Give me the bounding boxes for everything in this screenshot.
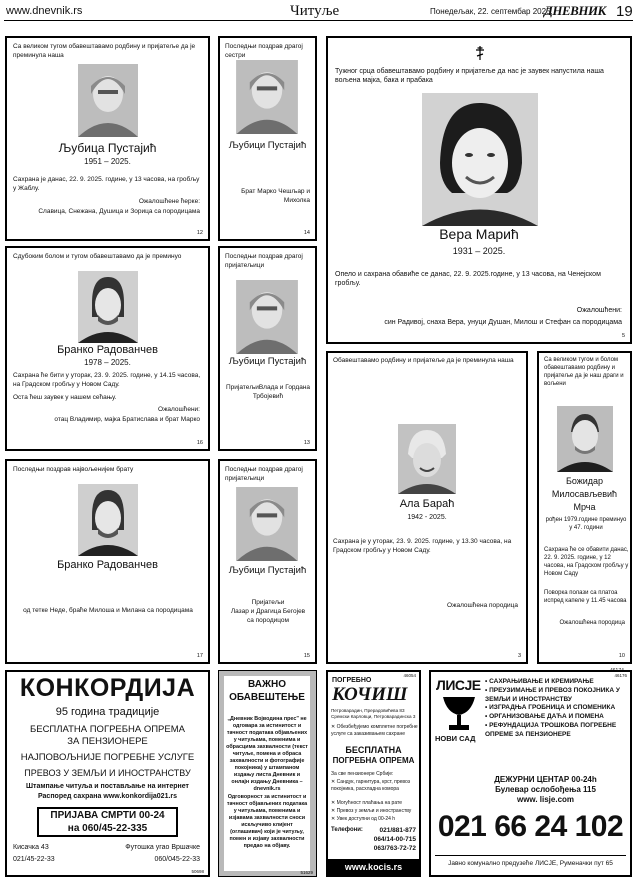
notice-intro: Обавештавамо родбину и пријатеље да је преминула наша: [333, 357, 514, 364]
ad-pensioners: За све пензионере Србије:: [331, 771, 394, 777]
signoff: од тетке Неде, браће Милоша и Милана са породицама: [23, 607, 193, 614]
deceased-photo: [78, 64, 138, 137]
notice-body: „Дневник Војводина прес" не одговара за истинитост и тачност података објављених у читуљама, поменима и обрасцима захвалности (текст читуље, помена и обраса захвалности и фотографије покојника) у штампаном издању листа Дневник и онлајн издању Дневника – dnevnik.rs: [226, 716, 308, 793]
ad-phone: 021 66 24 102: [437, 810, 624, 843]
ad-divider: [435, 855, 626, 856]
notice-intro: Последњи поздрав драгој сестри: [225, 43, 303, 59]
ad-website[interactable]: www.kocis.rs: [328, 859, 419, 875]
ad-code: 46054: [403, 673, 416, 678]
deceased-photo: [236, 280, 298, 354]
deceased-photo: [422, 93, 538, 226]
signoff: ПријатељиВлада и Гордана Трбојевић: [225, 384, 311, 400]
ad-line: Распоред сахрана www.konkordija021.rs: [37, 793, 178, 800]
ad-title: КОНКОРДИЈА: [19, 674, 196, 702]
ad-logo: ЛИСЈЕ: [436, 677, 481, 693]
signoff: син Радивој, снаха Вера, унуци Душан, Милош и Стефан са породицама: [384, 319, 622, 326]
chalice-icon: [441, 695, 477, 733]
notice-title: ВАЖНО: [248, 679, 286, 690]
deceased-name: Ала Бараћ: [399, 498, 455, 510]
ad-logo: КОЧИШ: [332, 684, 408, 705]
ad-phone: 060/045-22-33: [154, 856, 200, 863]
header-date: Понедељак, 22. септембар 2025.: [430, 7, 553, 16]
ad-code: 50698: [191, 869, 204, 874]
signoff: Брат Марко Чешљар и Михолка: [241, 188, 310, 204]
newspaper-logo: ДНЕВНИК: [544, 3, 606, 18]
ad-kocis: [326, 670, 421, 877]
ad-line: НАЈПОВОЉНИЈЕ ПОГРЕБНЕ УСЛУГЕ: [20, 752, 195, 763]
ad-phone-label: Телефони:: [331, 827, 363, 833]
deceased-surname: Милосављевић: [551, 489, 618, 499]
notice-intro: Последњи поздрав највољенијем брату: [13, 466, 134, 473]
funeral-details: Сахрана је у уторак, 23. 9. 2025. године, у 13.30 часова, на Градском гробљу у Новом Саду.: [333, 538, 512, 554]
notice-title: ОБАВЕШТЕЊЕ: [229, 692, 305, 703]
notice-number: 15: [303, 653, 310, 659]
ad-bullet: ✕ Сандук, гарнитура, крст, превоз покојника, расхладна комора: [331, 779, 411, 792]
ad-top: ПОГРЕБНО: [332, 677, 372, 684]
ad-phone: 063/763-72-72: [373, 845, 416, 852]
life-dates: рођен 1979.године преминуо у 47. години: [545, 517, 627, 532]
death-report-box: [37, 807, 178, 837]
ad-years: 95 година традиције: [55, 706, 160, 718]
ad-hotline-phone: на 060/45-22-335: [67, 823, 148, 834]
memorial-line: Оста ћеш заувек у нашем сећању.: [13, 394, 117, 401]
deceased-name: Љубици Пустајић: [228, 565, 307, 576]
ad-free-title: БЕСПЛАТНА: [345, 745, 402, 755]
deceased-name: Бранко Радованчев: [57, 344, 158, 356]
deceased-name: Бранко Радованчев: [57, 559, 158, 571]
ad-address: Футошка угао Вршачке: [125, 844, 200, 851]
signoff: Ожалошћена породица: [447, 602, 518, 609]
ad-line: ПРЕВОЗ У ЗЕМЉИ И ИНОСТРАНСТВУ: [24, 768, 191, 778]
ad-line: Штампање читуља и постављање на интернет: [25, 783, 189, 790]
procession-details: Поворка полази са платоа испред капеле у 11.45 часова: [544, 590, 627, 605]
notice-number: 17: [196, 653, 203, 659]
ad-bullet: ✕ Могућност плаћања на рате: [331, 800, 403, 806]
notice-intro: Последњи поздрав драгој пријатељици: [225, 466, 303, 482]
deceased-nickname: Мрча: [573, 502, 596, 512]
funeral-details: Опело и сахрана обавиће се данас, 22. 9. 2025.године, у 13 часова, на Ченејском гробљу.: [335, 271, 601, 288]
obituary-notice-milosavljevic: [537, 351, 632, 664]
notice-number: 12: [196, 230, 203, 236]
obituary-notice-pustajic-begojev: [218, 459, 317, 664]
ad-bullet: ✕ Превоз у земљи и иностранству: [331, 808, 412, 814]
ad-address: Булевар ослобођења 115: [495, 785, 596, 794]
deceased-name: Вера Марић: [439, 226, 519, 242]
ad-address: Кисачка 43: [13, 844, 49, 851]
funeral-details: Сахрана ће се обавити данас, 22. 9. 2025. године, у 12 часова, на Градском гробљу у Новом Саду: [544, 547, 629, 578]
header-rule: [4, 20, 633, 21]
ad-footer: Јавно комунално предузеће ЛИСЈЕ, Руменачки пут 65: [448, 860, 613, 867]
ad-service: • ПРЕУЗИМАЊЕ И ПРЕВОЗ ПОКОЈНИКА У ЗЕМЉИ И ИНОСТРАНСТВУ: [485, 686, 620, 703]
deceased-name: Љубици Пустајић: [228, 356, 307, 367]
ad-address: Петроварадин, Прерадовићева 83 Сремски Карловци, Петроварадинска 3: [331, 708, 416, 719]
section-title: Читуље: [290, 3, 340, 19]
notice-intro: Са великом тугом обавештавамо родбину и пријатеље да је преминула наша: [13, 43, 196, 59]
signoff: Ожалошћена породица: [559, 620, 625, 626]
ad-service: • ОРГАНИЗОВАЊЕ ДАЋА И ПОМЕНА: [485, 713, 604, 721]
notice-number: 10: [618, 653, 625, 659]
deceased-photo: [557, 406, 613, 472]
signoff: Лазар и Драгица Бегојев са породицом: [230, 608, 306, 624]
ad-hotline-title: ПРИЈАВА СМРТИ 00-24: [50, 810, 165, 821]
ad-line: БЕСПЛАТНА ПОГРЕБНА ОПРЕМА: [30, 724, 185, 735]
ad-website[interactable]: www. lisje.com: [516, 795, 575, 804]
ad-bullet: ✕ Обезбеђујемо комплетне погребне услуге са заказивањем сахране: [331, 724, 418, 737]
deceased-photo: [236, 60, 298, 134]
notice-number: 13: [303, 440, 310, 446]
notice-number: 16: [196, 440, 203, 446]
ad-phone: 021/45-22-33: [13, 856, 55, 863]
ad-code: 51629: [300, 870, 313, 875]
obituary-notice-radovancev-parents: [5, 246, 210, 451]
signoff-label: Пријатељи: [251, 599, 285, 606]
ad-code: 46176: [614, 673, 627, 678]
life-dates: 1942 - 2025.: [407, 514, 447, 521]
life-dates: 1931 – 2025.: [452, 246, 506, 256]
signoff: Славица, Снежана, Душица и Зорица са породицама: [38, 208, 200, 215]
funeral-details: Сахрана ће бити у уторак, 23. 9. 2025. године, у 14.15 часова, на Градском гробљу у Новом Саду.: [13, 372, 201, 388]
obituary-notice-pustajic-daughters: [5, 36, 210, 241]
obituary-notice-pustajic-trbojevic: [218, 246, 317, 451]
notice-number: 14: [303, 230, 310, 236]
notice-number: 5: [621, 333, 625, 339]
page-number: 19: [616, 3, 633, 20]
signoff-label: Ожалошћене ћерке:: [138, 198, 200, 205]
orthodox-cross-icon: [475, 46, 485, 60]
notice-intro: Последњи поздрав драгој пријатељици: [225, 253, 303, 269]
ad-phone: 064/14-00-715: [373, 836, 416, 843]
deceased-name: Љубица Пустајић: [58, 141, 157, 155]
ad-services: [485, 678, 630, 739]
deceased-photo: [78, 484, 138, 556]
life-dates: 1951 – 2025.: [84, 157, 131, 166]
funeral-details: Сахрана је данас, 22. 9. 2025. године, у 13 часова, на гробљу у Жаблу.: [13, 176, 200, 192]
notice-intro: Са великом тугом и болом обавештавамо родбину и пријатеље да је наш драги и вољени: [544, 357, 624, 388]
life-dates: 1978 – 2025.: [84, 358, 131, 367]
header-url: www.dnevnik.rs: [6, 5, 83, 17]
notice-intro: Сдубоким болом и тугом обавештавамо да је преминуо: [13, 253, 182, 260]
signoff-label: Ожалошћени:: [158, 406, 200, 413]
obituary-notice-maric: [326, 36, 632, 344]
deceased-name: Љубици Пустајић: [228, 140, 307, 151]
notice-number: 3: [517, 653, 521, 659]
important-notice: [218, 670, 317, 877]
deceased-photo: [236, 487, 298, 561]
ad-city: НОВИ САД: [435, 734, 476, 743]
ad-konkordija: [5, 670, 210, 877]
obituary-notice-barac: [326, 351, 528, 664]
notice-body: Одговорност за истинитост и тачност објављених података у читуљама, поменима и изјавама захвалности сноси искључиво клијент (оглашивач) који је читуљу, помен и изјаву захвалности предао на објаву.: [226, 794, 308, 850]
obituary-notice-radovancev-aunt: [5, 459, 210, 664]
deceased-name: Божидар: [565, 476, 604, 486]
ad-service: • САХРАЊИВАЊЕ И КРЕМИРАЊЕ: [485, 678, 594, 685]
deceased-photo: [398, 424, 456, 494]
signoff: отац Владимир, мајка Братислава и брат Марко: [54, 416, 200, 423]
ad-phone: 021/881-877: [379, 827, 416, 834]
ad-line: ЗА ПЕНЗИОНЕРЕ: [67, 736, 148, 747]
ad-service: • ИЗГРАДЊА ГРОБНИЦА И СПОМЕНИКА: [485, 704, 616, 712]
notice-intro: Тужног срца обавештавамо родбину и пријатеље да нас је заувек напустила наша вољена мајка, бака и прабака: [335, 68, 604, 85]
ad-free-title: ПОГРЕБНА ОПРЕМА: [332, 756, 415, 765]
signoff-label: Ожалошћени:: [576, 307, 622, 314]
notice-panel: [224, 676, 310, 871]
ad-duty-center: ДЕЖУРНИ ЦЕНТАР 00-24h: [494, 775, 597, 784]
ad-service: • РЕФУНДАЦИЈА ТРОШКОВА ПОГРЕБНЕ ОПРЕМЕ ЗА ПЕНЗИОНЕРЕ: [485, 721, 617, 738]
ad-bullet: ✕ Увек доступни од 00-24 h: [331, 816, 396, 822]
ad-lisje: [429, 670, 632, 877]
deceased-photo: [78, 271, 138, 343]
obituary-notice-pustajic-brother: [218, 36, 317, 241]
